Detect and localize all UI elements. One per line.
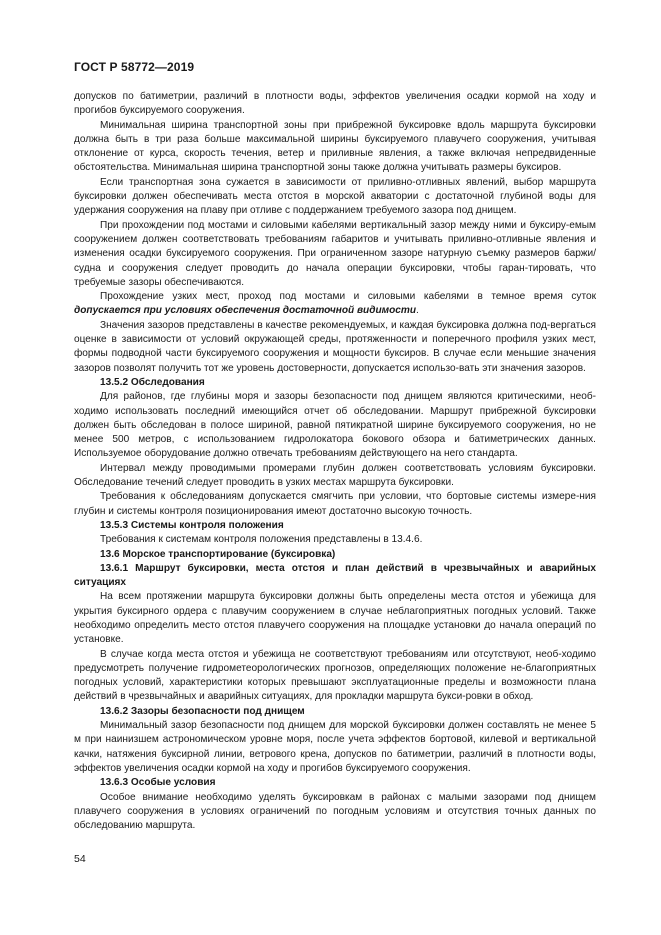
- paragraph: Значения зазоров представлены в качестве рекомендуемых, и каждая буксировка должна под-вергаться оценке в зависимости от условий окружающей среды, протяженности и поперечного профиля узких мест, формы подводной части буксируемого сооружения и мощности буксиров. В случае если меньшие значения зазоров позволят получить тот же уровень достоверности, допускается использо-вать эти значения зазоров.: [74, 319, 596, 374]
- document-body: [74, 90, 596, 833]
- paragraph-text: Прохождение узких мест, проход под мостами и силовыми кабелями в темное время суток: [100, 291, 596, 303]
- section-heading-13-6-1: 13.6.1 Маршрут буксировки, места отстоя и план действий в чрезвычайных и аварийных ситуациях: [74, 562, 596, 589]
- section-heading-13-5-3: 13.5.3 Системы контроля положения: [100, 519, 284, 531]
- paragraph: Минимальный зазор безопасности под днищем для морской буксировки должен составлять не менее 5 м при наинизшем астрономическом уровне моря, после учета эффектов бортовой, килевой и вертикальной качки, натяжения буксирной линии, ветрового крена, допусков по батиметрии, различий в плотности воды, эффектов увеличения осадки кормой на ходу и прогибов буксируемого сооружения.: [74, 720, 596, 774]
- paragraph: На всем протяжении маршрута буксировки должны быть определены места отстоя и убежища для укрытия буксирного ордера с плавучим сооружением в случае неблагоприятных погодных условий. Также необходимо определить место отстоя плавучего сооружения на площадке установки до начала операций по установке.: [74, 591, 596, 646]
- section-heading-13-6: 13.6 Морское транспортирование (буксировка): [100, 548, 336, 560]
- emphasis-text: допускается при условиях обеспечения достаточной видимости: [74, 305, 417, 317]
- paragraph: Для районов, где глубины моря и зазоры безопасности под днищем являются критическими, необ-ходимо использовать последний имеющийся отчет об обследовании. Маршрут прибрежной буксировки должен быть обследован в полосе шириной, равной пятикратной ширине буксируемого сооружения, но не менее 500 метров, с использованием гидролокатора бокового обзора и батиметрических данных. Используемое оборудование должно отвечать требованиям действующего на него стандарта.: [74, 391, 596, 460]
- paragraph: При прохождении под мостами и силовыми кабелями вертикальный зазор между ними и буксиру-емым сооружением должен соответствовать требованиям габаритов и учитывать приливно-отливные явления и изменения осадки буксируемого сооружения. При ограниченном зазоре натурную съемку размеров баржи/судна и сооружения следует проводить до начала операции буксировки, чтобы гаран-тировать, что требуемые зазоры обеспечиваются.: [74, 219, 596, 288]
- paragraph-night-passage: [74, 290, 596, 319]
- section-heading-13-5-2: 13.5.2 Обследования: [100, 376, 205, 388]
- paragraph: В случае когда места отстоя и убежища не соответствуют требованиям или отсутствуют, необ-ходимо предусмотреть получение гидрометеорологических прогнозов, определяющих положение не-благоприятных погодных условий, характеристики которых превышают эксплуатационные пределы и возможности плана действий в чрезвычайных и аварийных ситуациях, для прокладки маршрута букси-ровки в обход.: [74, 648, 596, 703]
- paragraph: Особое внимание необходимо уделять буксировкам в районах с малыми зазорами под днищем плавучего сооружения в условиях ограничений по погодным условиям и отсутствия точных данных по обследованию маршрута.: [74, 791, 596, 832]
- page-number: 54: [74, 853, 86, 865]
- document-header: ГОСТ Р 58772—2019: [74, 60, 195, 74]
- paragraph: Требования к системам контроля положения представлены в 13.4.6.: [100, 534, 423, 546]
- section-heading-13-6-3: 13.6.3 Особые условия: [100, 777, 216, 789]
- paragraph: Минимальная ширина транспортной зоны при прибрежной буксировке вдоль маршрута буксировки должна быть в три раза больше максимальной ширины буксируемого плавучего сооружения, учитывая отклонение от курса, скорость течения, ветер и приливные явления, а также включая непредвиденные обстоятельства. Минимальная ширина транспортной зоны также должна учитывать размеры буксиров.: [74, 119, 596, 174]
- section-heading-13-6-2: 13.6.2 Зазоры безопасности под днищем: [100, 705, 305, 717]
- paragraph: Интервал между проводимыми промерами глубин должен соответствовать условиям буксировки. Обследование течений следует проводить в узких местах маршрута буксировки.: [74, 462, 596, 489]
- paragraph: Требования к обследованиям допускается смягчить при условии, что бортовые системы измере-ния глубин и системы контроля позиционирования имеют достаточно высокую точность.: [74, 491, 596, 517]
- paragraph-text: .: [416, 305, 419, 317]
- paragraph: Если транспортная зона сужается в зависимости от приливно-отливных явлений, выбор маршрута буксировки должен обеспечивать места отстоя в морской акватории с достаточной глубиной воды для удержания сооружения на плаву при отливе с поддержанием требуемого зазора под днищем.: [74, 176, 596, 217]
- paragraph: допусков по батиметрии, различий в плотности воды, эффектов увеличения осадки кормой на ходу и прогибов буксируемого сооружения.: [74, 91, 596, 117]
